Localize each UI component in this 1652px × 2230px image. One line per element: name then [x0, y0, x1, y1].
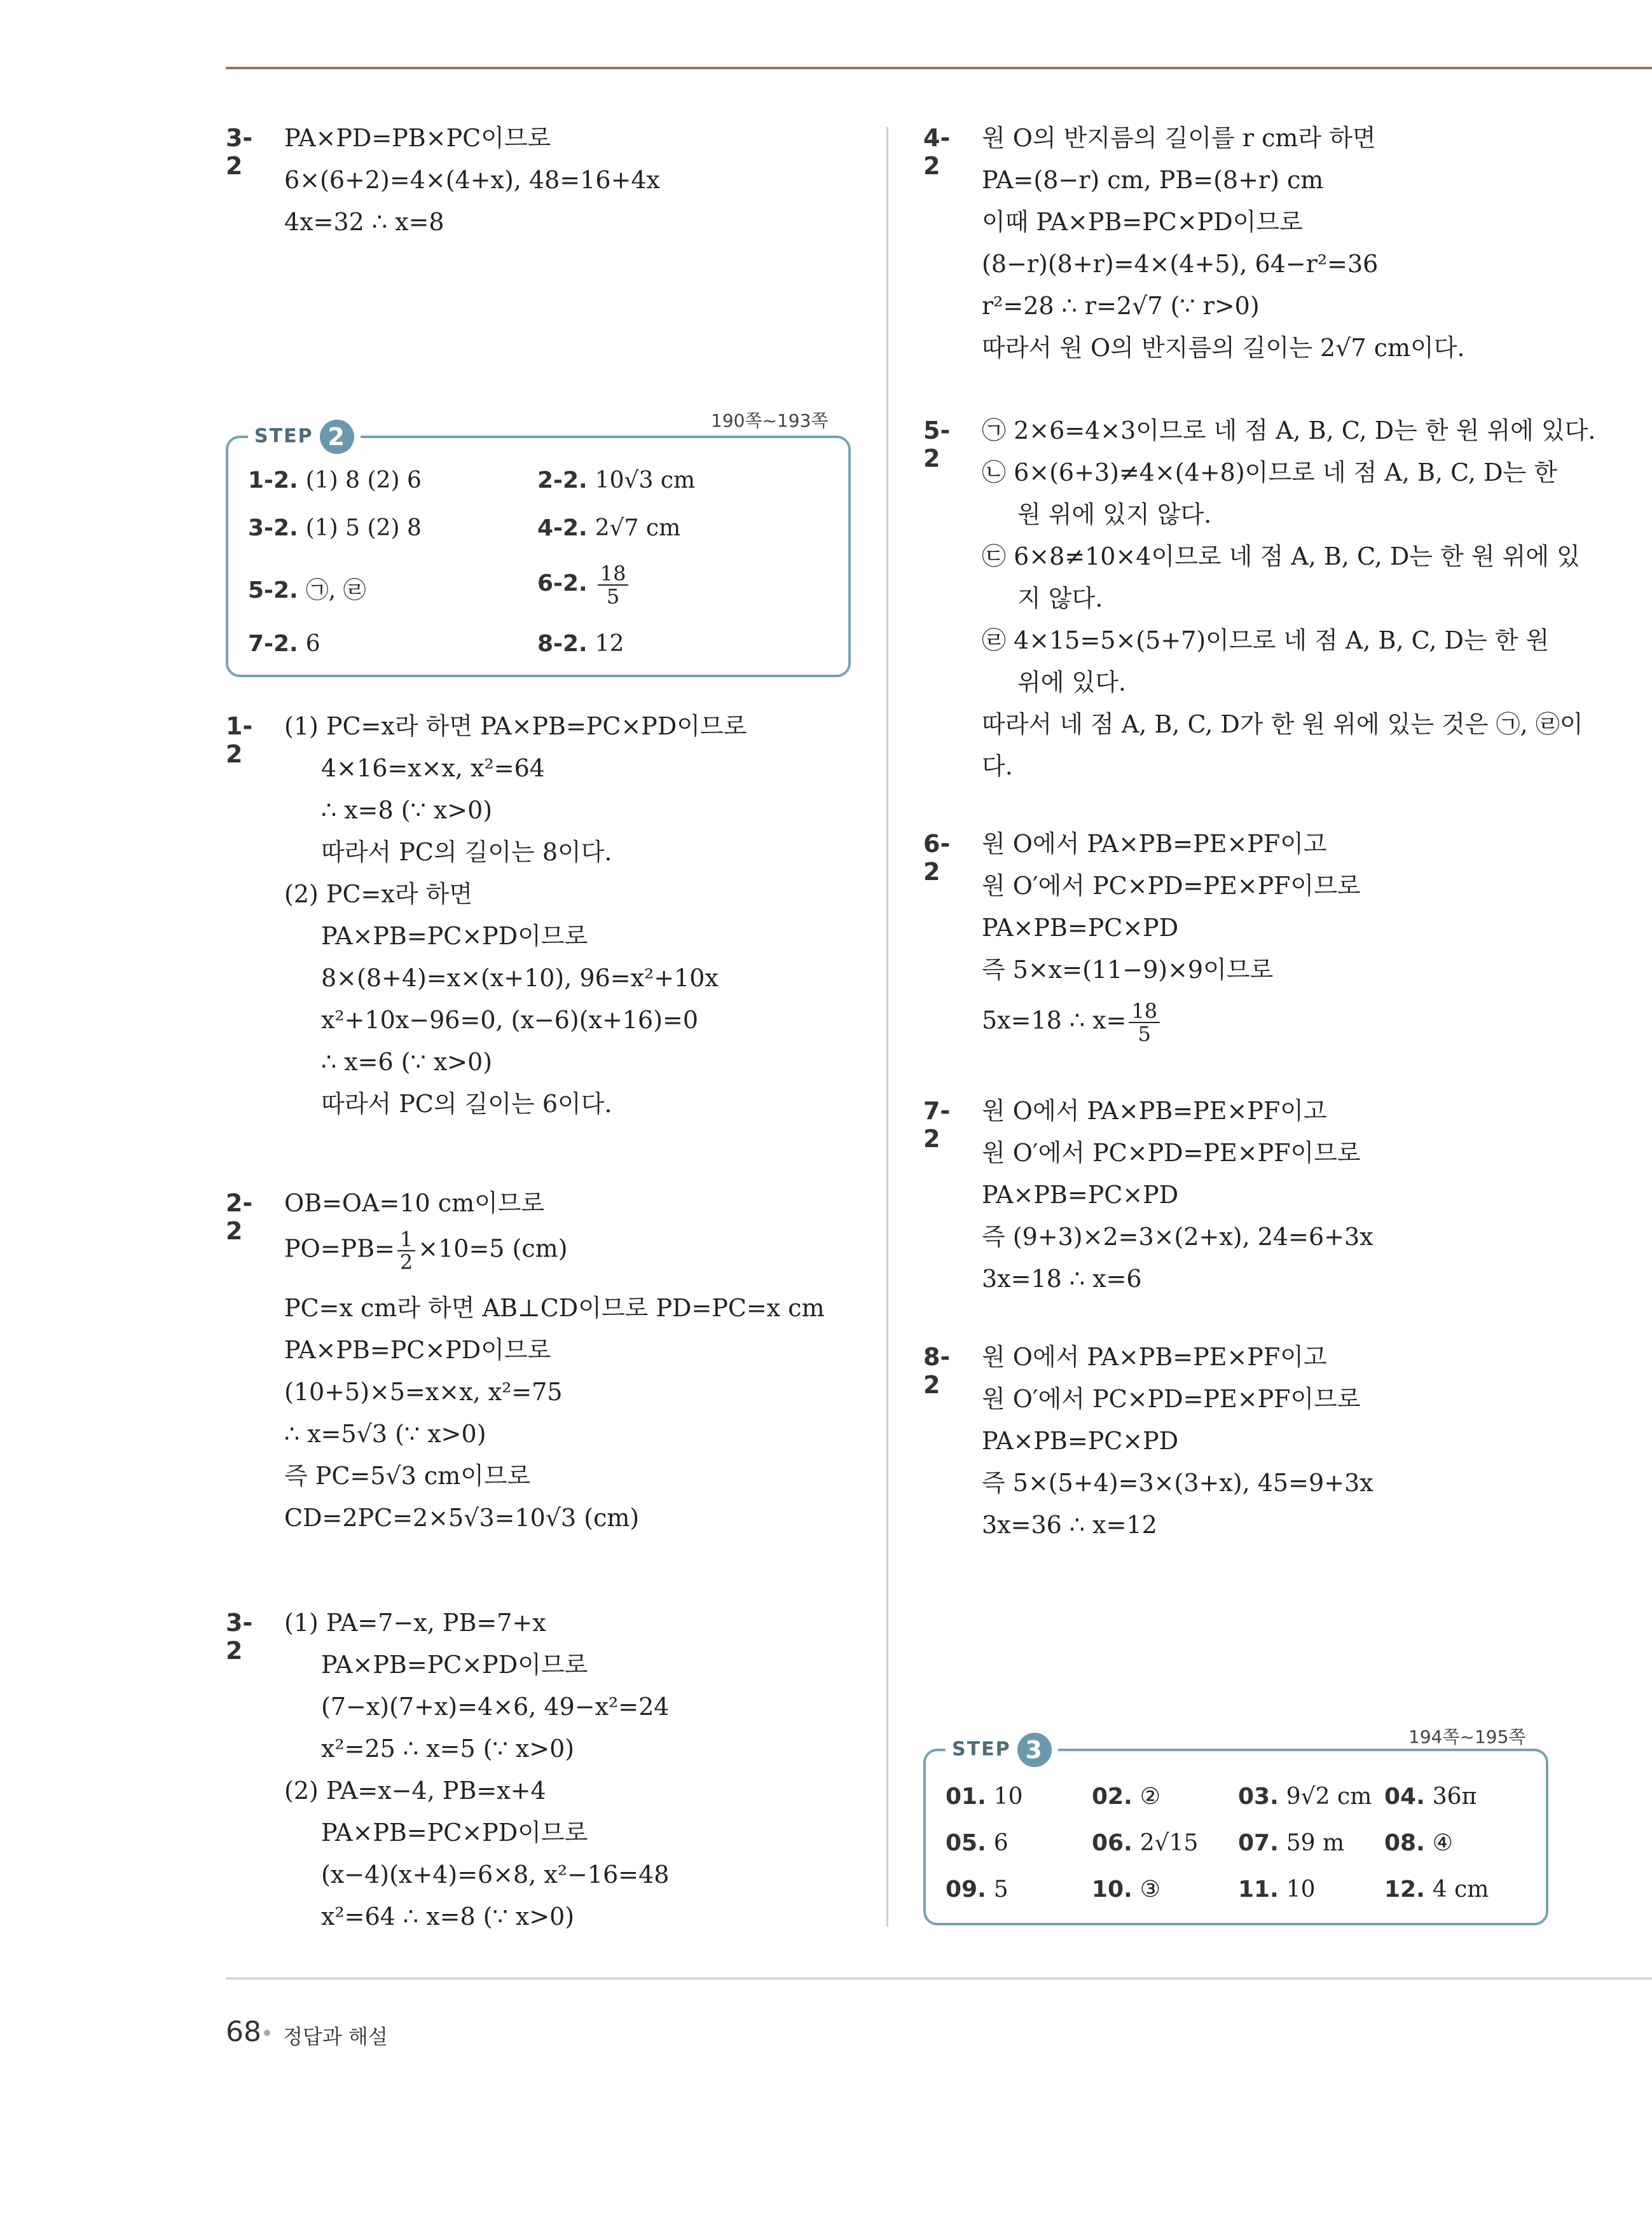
solution-label: 2-2 [226, 1189, 253, 1245]
solution-line: ㉣ 4×15=5×(5+7)이므로 네 점 A, B, C, D는 한 원 [982, 626, 1550, 654]
solution-label: 8-2 [923, 1343, 951, 1399]
solution-line: PA×PB=PC×PD이므로 [321, 922, 588, 950]
solution-line: 6×(6+2)=4×(4+x), 48=16+4x [284, 166, 660, 194]
solution-line: x²+10x−96=0, (x−6)(x+16)=0 [321, 1006, 699, 1034]
solution-label: 6-2 [923, 830, 951, 886]
solution-line: x²=25 ∴ x=5 (∵ x>0) [321, 1735, 575, 1763]
answer-cell: 2-2. 10√3 cm [537, 467, 696, 493]
solution-line: 즉 5×x=(11−9)×9이므로 [982, 956, 1274, 984]
solution-line: CD=2PC=2×5√3=10√3 (cm) [284, 1504, 640, 1532]
answer-cell: 03. 9√2 cm [1238, 1784, 1372, 1810]
answer-cell: 09. 5 [946, 1876, 1008, 1903]
solution-line: 따라서 원 O의 반지름의 길이는 2√7 cm이다. [982, 334, 1465, 362]
solution-line: 즉 (9+3)×2=3×(2+x), 24=6+3x [982, 1223, 1373, 1251]
solution-line: 따라서 PC의 길이는 8이다. [321, 838, 612, 866]
solution-line: PA×PB=PC×PD [982, 1181, 1179, 1209]
solution-line: (x−4)(x+4)=6×8, x²−16=48 [321, 1861, 670, 1889]
answer-cell: 12. 4 cm [1384, 1876, 1489, 1903]
solution-line: ㉢ 6×8≠10×4이므로 네 점 A, B, C, D는 한 원 위에 있 [982, 542, 1580, 570]
answer-cell: 08. ④ [1384, 1830, 1454, 1856]
solution-line: (10+5)×5=x×x, x²=75 [284, 1378, 563, 1406]
fraction: $\frac{18}{5}$ [598, 563, 629, 607]
bottom-rule [226, 1978, 1652, 1979]
answer-cell: 3-2. (1) 5 (2) 8 [248, 515, 422, 541]
step2-page-range: 190쪽~193쪽 [711, 410, 829, 431]
solution-line: PC=x cm라 하면 AB⊥CD이므로 PD=PC=x cm [284, 1294, 825, 1322]
solution-line: (8−r)(8+r)=4×(4+5), 64−r²=36 [982, 250, 1379, 278]
solution-line: (7−x)(7+x)=4×6, 49−x²=24 [321, 1693, 670, 1721]
solution-label: 3-2 [226, 124, 253, 180]
solution-line: 이때 PA×PB=PC×PD이므로 [982, 208, 1303, 236]
step2-badge [248, 420, 361, 454]
solution-line: 원 O에서 PA×PB=PE×PF이고 [982, 1343, 1327, 1371]
solution-line: PO=PB= $\frac{1}{2}$ ×10=5 (cm) [284, 1227, 568, 1274]
solution-line: 3x=36 ∴ x=12 [982, 1511, 1157, 1539]
solution-line: 즉 PC=5√3 cm이므로 [284, 1462, 531, 1490]
solution-line: OB=OA=10 cm이므로 [284, 1189, 545, 1217]
answer-cell: 6-2. $\frac{18}{5}$ [537, 563, 631, 607]
solution-line: ∴ x=8 (∵ x>0) [321, 796, 493, 824]
solution-label: 4-2 [923, 124, 951, 180]
solution-line: 지 않다. [1017, 584, 1103, 612]
solution-line: (2) PA=x−4, PB=x+4 [284, 1777, 546, 1805]
solution-label: 7-2 [923, 1097, 951, 1153]
solution-line: 원 O′에서 PC×PD=PE×PF이므로 [982, 1139, 1361, 1167]
solution-line: PA=(8−r) cm, PB=(8+r) cm [982, 166, 1324, 194]
top-rule [226, 67, 1652, 69]
answer-cell: 10. ③ [1092, 1876, 1161, 1903]
solution-line: 따라서 네 점 A, B, C, D가 한 원 위에 있는 것은 ㉠, ㉣이 [982, 710, 1583, 738]
solution-line: ∴ x=6 (∵ x>0) [321, 1048, 493, 1076]
step-title: STEP [254, 425, 313, 448]
answer-cell: 4-2. 2√7 cm [537, 515, 681, 541]
solution-line: PA×PB=PC×PD이므로 [321, 1651, 588, 1679]
fraction: $\frac{18}{5}$ [1129, 1000, 1160, 1045]
step-number: 2 [320, 420, 354, 454]
solution-line: 4×16=x×x, x²=64 [321, 754, 545, 782]
solution-line: 4x=32 ∴ x=8 [284, 208, 444, 236]
column-divider [886, 127, 888, 1927]
solution-line: 8×(8+4)=x×(x+10), 96=x²+10x [321, 964, 719, 992]
step-number: 3 [1017, 1733, 1052, 1767]
solution-line: 원 O의 반지름의 길이를 r cm라 하면 [982, 124, 1376, 152]
footer-bullet-icon [264, 2030, 270, 2036]
solution-line: 따라서 PC의 길이는 6이다. [321, 1090, 612, 1118]
step3-badge [946, 1733, 1058, 1767]
solution-line: 5x=18 ∴ x= $\frac{18}{5}$ [982, 1000, 1162, 1045]
solution-line: 원 O′에서 PC×PD=PE×PF이므로 [982, 872, 1361, 900]
answer-cell: 01. 10 [946, 1784, 1023, 1810]
solution-line: PA×PD=PB×PC이므로 [284, 124, 551, 152]
solution-line: PA×PB=PC×PD이므로 [284, 1336, 551, 1364]
solution-line: PA×PB=PC×PD이므로 [321, 1819, 588, 1847]
solution-line: (2) PC=x라 하면 [284, 880, 473, 908]
solution-label: 3-2 [226, 1609, 253, 1665]
solution-line: 3x=18 ∴ x=6 [982, 1265, 1142, 1293]
solution-line: 원 O′에서 PC×PD=PE×PF이므로 [982, 1385, 1361, 1413]
solution-line: 원 O에서 PA×PB=PE×PF이고 [982, 830, 1327, 858]
solution-line: (1) PA=7−x, PB=7+x [284, 1609, 546, 1637]
solution-label: 1-2 [226, 712, 253, 768]
answer-cell: 07. 59 m [1238, 1830, 1345, 1856]
solution-line: 다. [982, 752, 1013, 780]
answer-cell: 04. 36π [1384, 1784, 1477, 1810]
answer-cell: 1-2. (1) 8 (2) 6 [248, 467, 422, 493]
solution-line: x²=64 ∴ x=8 (∵ x>0) [321, 1903, 575, 1931]
solution-line: 즉 5×(5+4)=3×(3+x), 45=9+3x [982, 1469, 1373, 1497]
solution-line: 원 O에서 PA×PB=PE×PF이고 [982, 1097, 1327, 1125]
answer-cell: 11. 10 [1238, 1876, 1316, 1903]
fraction: $\frac{1}{2}$ [397, 1229, 415, 1273]
answer-cell: 5-2. ㉠, ㉣ [248, 577, 366, 603]
solution-line: PA×PB=PC×PD [982, 1427, 1179, 1455]
answer-cell: 02. ② [1092, 1784, 1161, 1810]
solution-line: 위에 있다. [1017, 668, 1126, 696]
step3-page-range: 194쪽~195쪽 [1408, 1726, 1526, 1747]
footer-title: 정답과 해설 [283, 2025, 388, 2049]
solution-label: 5-2 [923, 416, 951, 472]
answer-cell: 7-2. 6 [248, 631, 320, 657]
solution-line: PA×PB=PC×PD [982, 914, 1179, 942]
solution-line: 원 위에 있지 않다. [1017, 500, 1212, 528]
solution-line: ㉡ 6×(6+3)≠4×(4+8)이므로 네 점 A, B, C, D는 한 [982, 458, 1557, 486]
answer-cell: 06. 2√15 [1092, 1830, 1199, 1856]
answer-cell: 8-2. 12 [537, 631, 624, 657]
page-number: 68 [226, 2016, 261, 2048]
solution-line: r²=28 ∴ r=2√7 (∵ r>0) [982, 292, 1260, 320]
solution-line: ∴ x=5√3 (∵ x>0) [284, 1420, 486, 1448]
step-title: STEP [952, 1738, 1011, 1761]
solution-line: ㉠ 2×6=4×3이므로 네 점 A, B, C, D는 한 원 위에 있다. [982, 416, 1596, 444]
solution-line: (1) PC=x라 하면 PA×PB=PC×PD이므로 [284, 712, 747, 740]
answer-cell: 05. 6 [946, 1830, 1008, 1856]
